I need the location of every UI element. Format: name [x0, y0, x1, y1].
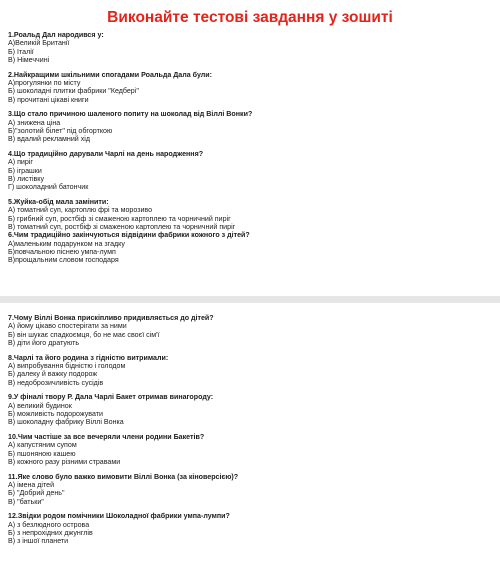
answer-option: А)маленьким подарунком на згадку — [8, 239, 125, 248]
answer-option: Б) можливість подорожувати — [8, 409, 103, 418]
answer-option: Б) з непрохідних джунглів — [8, 529, 93, 538]
answer-option: А) томатний суп, картоплю фрі та морозиво — [8, 206, 153, 215]
question-1 — [8, 31, 492, 64]
question-5 — [8, 198, 492, 231]
question-text: 3.Що стало причиною шаленого попиту на шоколад від Віллі Вонки? — [8, 110, 253, 119]
answer-option: Б)"золотий білет" під обгорткою — [8, 126, 113, 135]
answer-option: В) кожного разу різними стравами — [8, 457, 121, 466]
question-9 — [8, 393, 492, 426]
question-12 — [8, 512, 492, 545]
answer-option: А) йому цікаво спостерігати за ними — [8, 322, 127, 331]
question-text: 2.Найкращими шкільними спогадами Роальда Дала були: — [8, 70, 213, 79]
answer-option: Б) грибний суп, ростбіф зі смаженою картоплею та чорничний пиріг — [8, 214, 231, 223]
question-text: 10.Чим частіше за все вечеряли члени родини Бакетів? — [8, 433, 205, 442]
answer-option: В) шоколадну фабрику Віллі Вонка — [8, 418, 124, 427]
answer-option: В) з іншої планети — [8, 537, 69, 546]
answer-option: В) прочитані цікаві книги — [8, 95, 89, 104]
answer-option: А) знижена ціна — [8, 118, 61, 127]
questions-block-2 — [8, 314, 492, 546]
question-2 — [8, 71, 492, 104]
question-text: 11.Яке слово було важко вимовити Віллі Вонка (за кіноверсією)? — [8, 472, 239, 481]
answer-option: Б) Італії — [8, 47, 34, 56]
question-text: 5.Жуйка-обід мала замінити: — [8, 198, 109, 207]
question-8 — [8, 354, 492, 387]
question-7 — [8, 314, 492, 347]
page-title: Виконайте тестові завдання у зошиті — [107, 9, 393, 26]
answer-option: В) вдалий рекламний хід — [8, 135, 90, 144]
answer-option: В) діти його дратують — [8, 338, 80, 347]
worksheet-page-2 — [0, 303, 500, 575]
answer-option: В) листівку — [8, 174, 45, 183]
answer-option: А) імена дітей — [8, 481, 55, 490]
question-3 — [8, 110, 492, 143]
answer-option: Б) далеку й важку подорож — [8, 370, 98, 379]
answer-option: Б) іграшки — [8, 166, 42, 175]
question-4 — [8, 150, 492, 191]
answer-option: А) великий будинок — [8, 401, 72, 410]
answer-option: Г) шоколадний батончик — [8, 183, 89, 192]
question-text: 7.Чому Віллі Вонка прискіпливо придивляється до дітей? — [8, 314, 214, 322]
answer-option: А) пиріг — [8, 158, 33, 167]
question-text: 1.Роальд Дал народився у: — [8, 31, 104, 39]
question-text: 12.Звідки родом помічники Шоколадної фабрики умпа-лумпи? — [8, 512, 230, 521]
question-6 — [8, 231, 492, 264]
question-text: 9.У фіналі твору Р. Дала Чарлі Бакет отримав винагороду: — [8, 393, 214, 402]
answer-option: В) "батьки" — [8, 497, 44, 506]
question-text: 6.Чим традиційно закінчуються відвідини фабрики кожного з дітей? — [8, 231, 250, 240]
answer-option: Б) він шукає спадкоємця, бо не має своєї сім'ї — [8, 330, 160, 339]
answer-option: В) Німеччині — [8, 55, 50, 64]
answer-option: Б) пшоняною кашею — [8, 449, 76, 458]
question-text: 4.Що традиційно дарували Чарлі на день народження? — [8, 150, 204, 159]
answer-option: А)прогулянки по місту — [8, 78, 81, 87]
questions-block-1 — [8, 31, 492, 264]
answer-option: А) капустяним супом — [8, 441, 77, 450]
answer-option: В)прощальним словом господаря — [8, 256, 119, 265]
answer-option: Б) "Добрий день" — [8, 489, 65, 498]
answer-option: В) томатний суп, ростбіф зі смаженою картоплею та чорничний пиріг — [8, 222, 236, 231]
answer-option: А) з безлюдного острова — [8, 520, 90, 529]
answer-option: Б) шоколадні плитки фабрики "Кедбері" — [8, 87, 139, 96]
answer-option: Б)повчальною піснею умпа-лумп — [8, 247, 116, 256]
answer-option: В) недоброзичливість сусідів — [8, 378, 104, 387]
question-11 — [8, 473, 492, 506]
answer-option: А)Великій Британії — [8, 39, 70, 48]
answer-option: А) випробування бідністю і голодом — [8, 361, 126, 370]
question-10 — [8, 433, 492, 466]
question-text: 8.Чарлі та його родина з гідністю витримали: — [8, 353, 169, 362]
